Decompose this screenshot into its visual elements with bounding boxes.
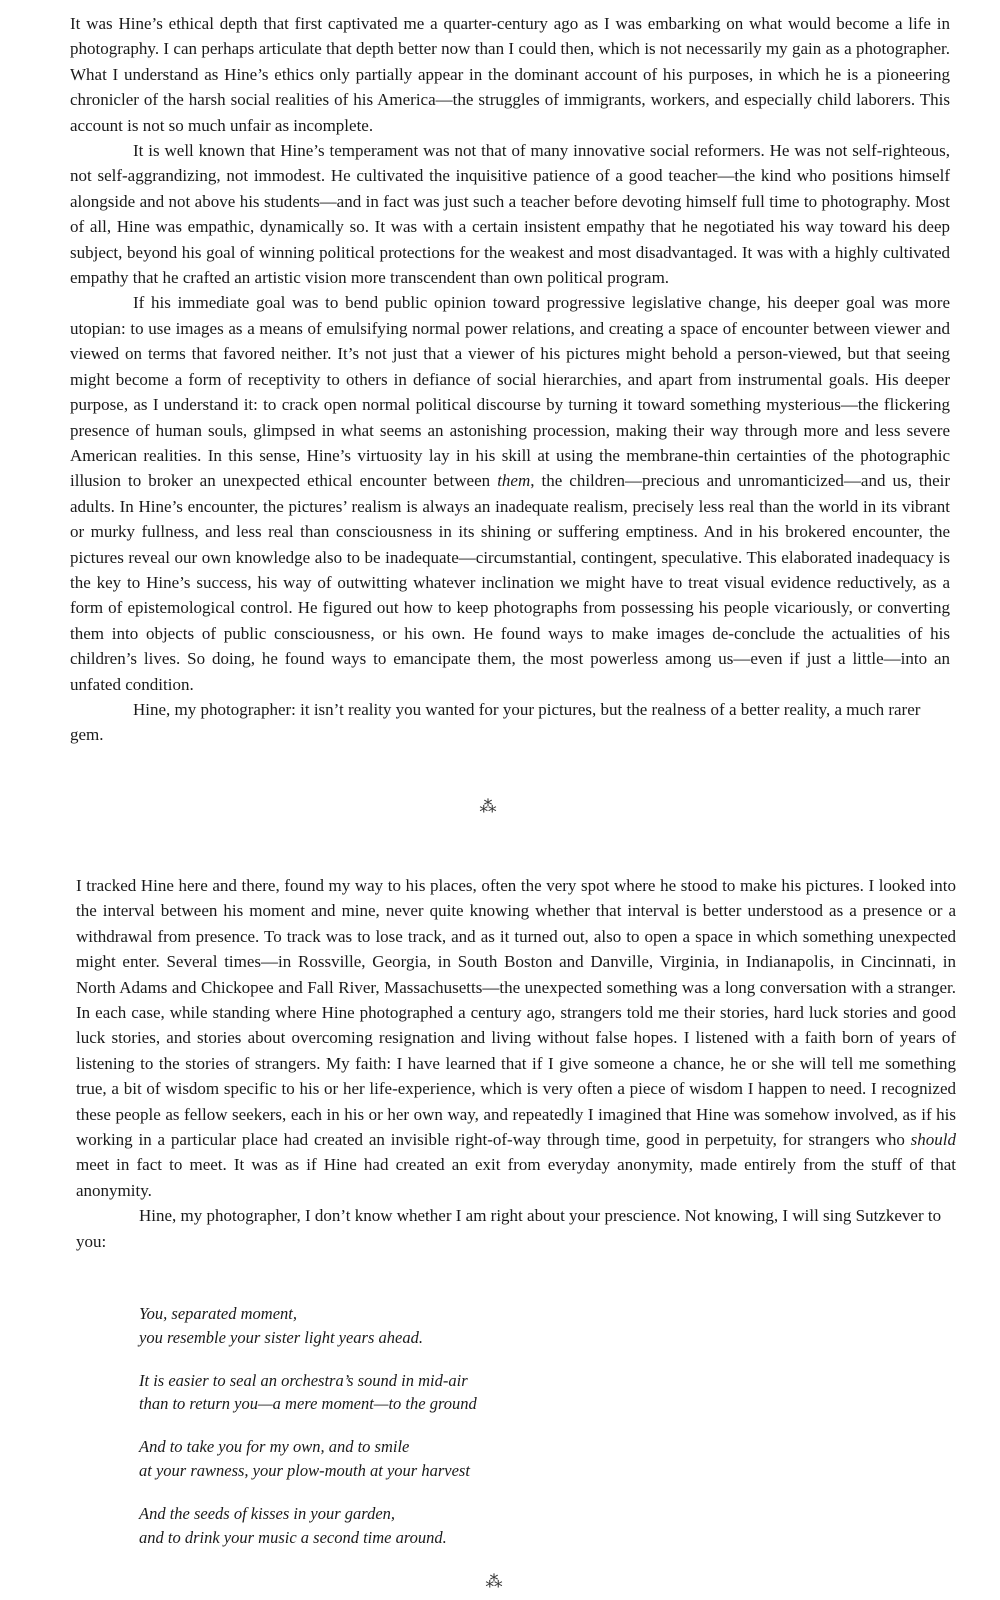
poem-stanza: [139, 1302, 739, 1349]
poem-line: You, separated moment,: [139, 1304, 297, 1323]
paragraph-3-text-b: , the children—precious and unromanticized—and us, their adults. In Hine’s encounter, the pictures’ realism is always an inadequate realism, precisely less real than the world in its vibrant or murky fullness, and less real than consciousness in its shining or suffering emptiness. And in his brokered encounter, the pictures reveal our own knowledge also to be inadequate—circumstantial, contingent, speculative. This elaborated inadequacy is the key to Hine’s success, his way of outwitting whatever inclination we might have to treat visual evidence reductively, as a form of epistemological control. He figured out how to keep photographs from possessing his people vicariously, or converting them into objects of public consciousness, or his own. He found ways to make images de-conclude the actualities of his children’s lives. So doing, he found ways to emancipate them, the most powerless among us—even if just a little—into an unfated condition.: [70, 471, 951, 694]
essay-section-2: [76, 873, 956, 1254]
paragraph-4: Hine, my photographer: it isn’t reality you wanted for your pictures, but the realness of a better reality, a much rarer gem.: [70, 699, 921, 745]
paragraph-3: [70, 290, 950, 697]
poem-quote: [139, 1302, 739, 1569]
paragraph-5-text-b: meet in fact to meet. It was as if Hine had created an exit from everyday anonymity, made entirely from the stuff of that anonymity.: [76, 1155, 956, 1200]
poem-line: and to drink your music a second time around.: [139, 1527, 447, 1547]
section-divider-asterism: ⁂: [479, 797, 497, 816]
poem-line: than to return you—a mere moment—to the ground: [139, 1394, 477, 1414]
paragraph-5-text-a: I tracked Hine here and there, found my way to his places, often the very spot where he stood to make his pictures. I looked into the interval between his moment and mine, never quite knowing whether that interval is better understood as a presence or a withdrawal from presence. To track was to lose track, and as it turned out, also to open a space in which something unexpected might enter. Several times—in Rossville, Georgia, in South Boston and Danville, Virginia, in Indianapolis, in Cincinnati, in North Adams and Chickopee and Fall River, Massachusetts—the unexpected something was a long conversation with a stranger. In each case, while standing where Hine photographed a century ago, strangers told me their stories, hard luck stories and good luck stories, and stories about overcoming resignation and living without false hopes. I listened with a faith born of years of listening to the stories of strangers. My faith: I have learned that if I give someone a chance, he or she will tell me something true, a bit of wisdom specific to his or her life-experience, which is very often a piece of wisdom I happen to need. I recognized these people as fellow seekers, each in his or her own way, and repeatedly I imagined that Hine was somehow involved, as if his working in a particular place had created an invisible right-of-way through time, good in perpetuity, for strangers who: [76, 876, 956, 1150]
essay-section-1: [70, 11, 950, 748]
paragraph-1: It was Hine’s ethical depth that first captivated me a quarter-century ago as I was embarking on what would become a life in photography. I can perhaps articulate that depth better now than I could then, which is not necessarily my gain as a photographer. What I understand as Hine’s ethics only partially appear in the dominant account of his purposes, in which he is a pioneering chronicler of the harsh social realities of his America—the struggles of immigrants, workers, and especially child laborers. This account is not so much unfair as incomplete.: [70, 14, 950, 135]
poem-line: It is easier to seal an orchestra’s sound in mid-air: [139, 1370, 468, 1390]
section-divider-asterism-bottom: ⁂: [485, 1572, 503, 1591]
emphasis-them: them: [497, 471, 531, 491]
paragraph-5: [76, 873, 956, 1203]
paragraph-3-text-a: If his immediate goal was to bend public opinion toward progressive legislative change, his deeper goal was more utopian: to use images as a means of emulsifying normal power relations, and creating a space of encounter between viewer and viewed on terms that favored neither. It’s not just that a viewer of his pictures might behold a person-viewed, but that seeing might become a form of receptivity to others in defiance of social hierarchies, and apart from instrumental goals. His deeper purpose, as I understand it: to crack open normal political discourse by turning it toward something mysterious—the flickering presence of human souls, glimpsed in what seems an astonishing procession, making their way through more and less severe American realities. In this sense, Hine’s virtuosity lay in his skill at using the membrane-thin certainties of the photographic illusion to broker an unexpected ethical encounter between: [70, 293, 950, 491]
poem-stanza: [139, 1369, 739, 1416]
emphasis-should: should: [910, 1130, 956, 1150]
poem-stanza: [139, 1435, 739, 1482]
paragraph-6: Hine, my photographer, I don’t know whether I am right about your prescience. Not knowing, I will sing Sutzkever to you:: [76, 1206, 942, 1251]
poem-stanza: [139, 1502, 739, 1549]
poem-line: And to take you for my own, and to smile: [139, 1437, 410, 1457]
poem-line: at your rawness, your plow-mouth at your harvest: [139, 1460, 470, 1480]
paragraph-2: It is well known that Hine’s temperament was not that of many innovative social reformers. He was not self-righteous, not self-aggrandizing, not immodest. He cultivated the inquisitive patience of a good teacher—the kind who positions himself alongside and not above his students—and in fact was just such a teacher before devoting himself full time to photography. Most of all, Hine was empathic, dynamically so. It was with a certain insistent empathy that he negotiated his way toward his deep subject, beyond his goal of winning political protections for the weakest and most disadvantaged. It was with a highly cultivated empathy that he crafted an artistic vision more transcendent than own political program.: [70, 141, 950, 288]
poem-line: you resemble your sister light years ahead.: [139, 1327, 423, 1347]
poem-line: And the seeds of kisses in your garden,: [139, 1504, 396, 1524]
